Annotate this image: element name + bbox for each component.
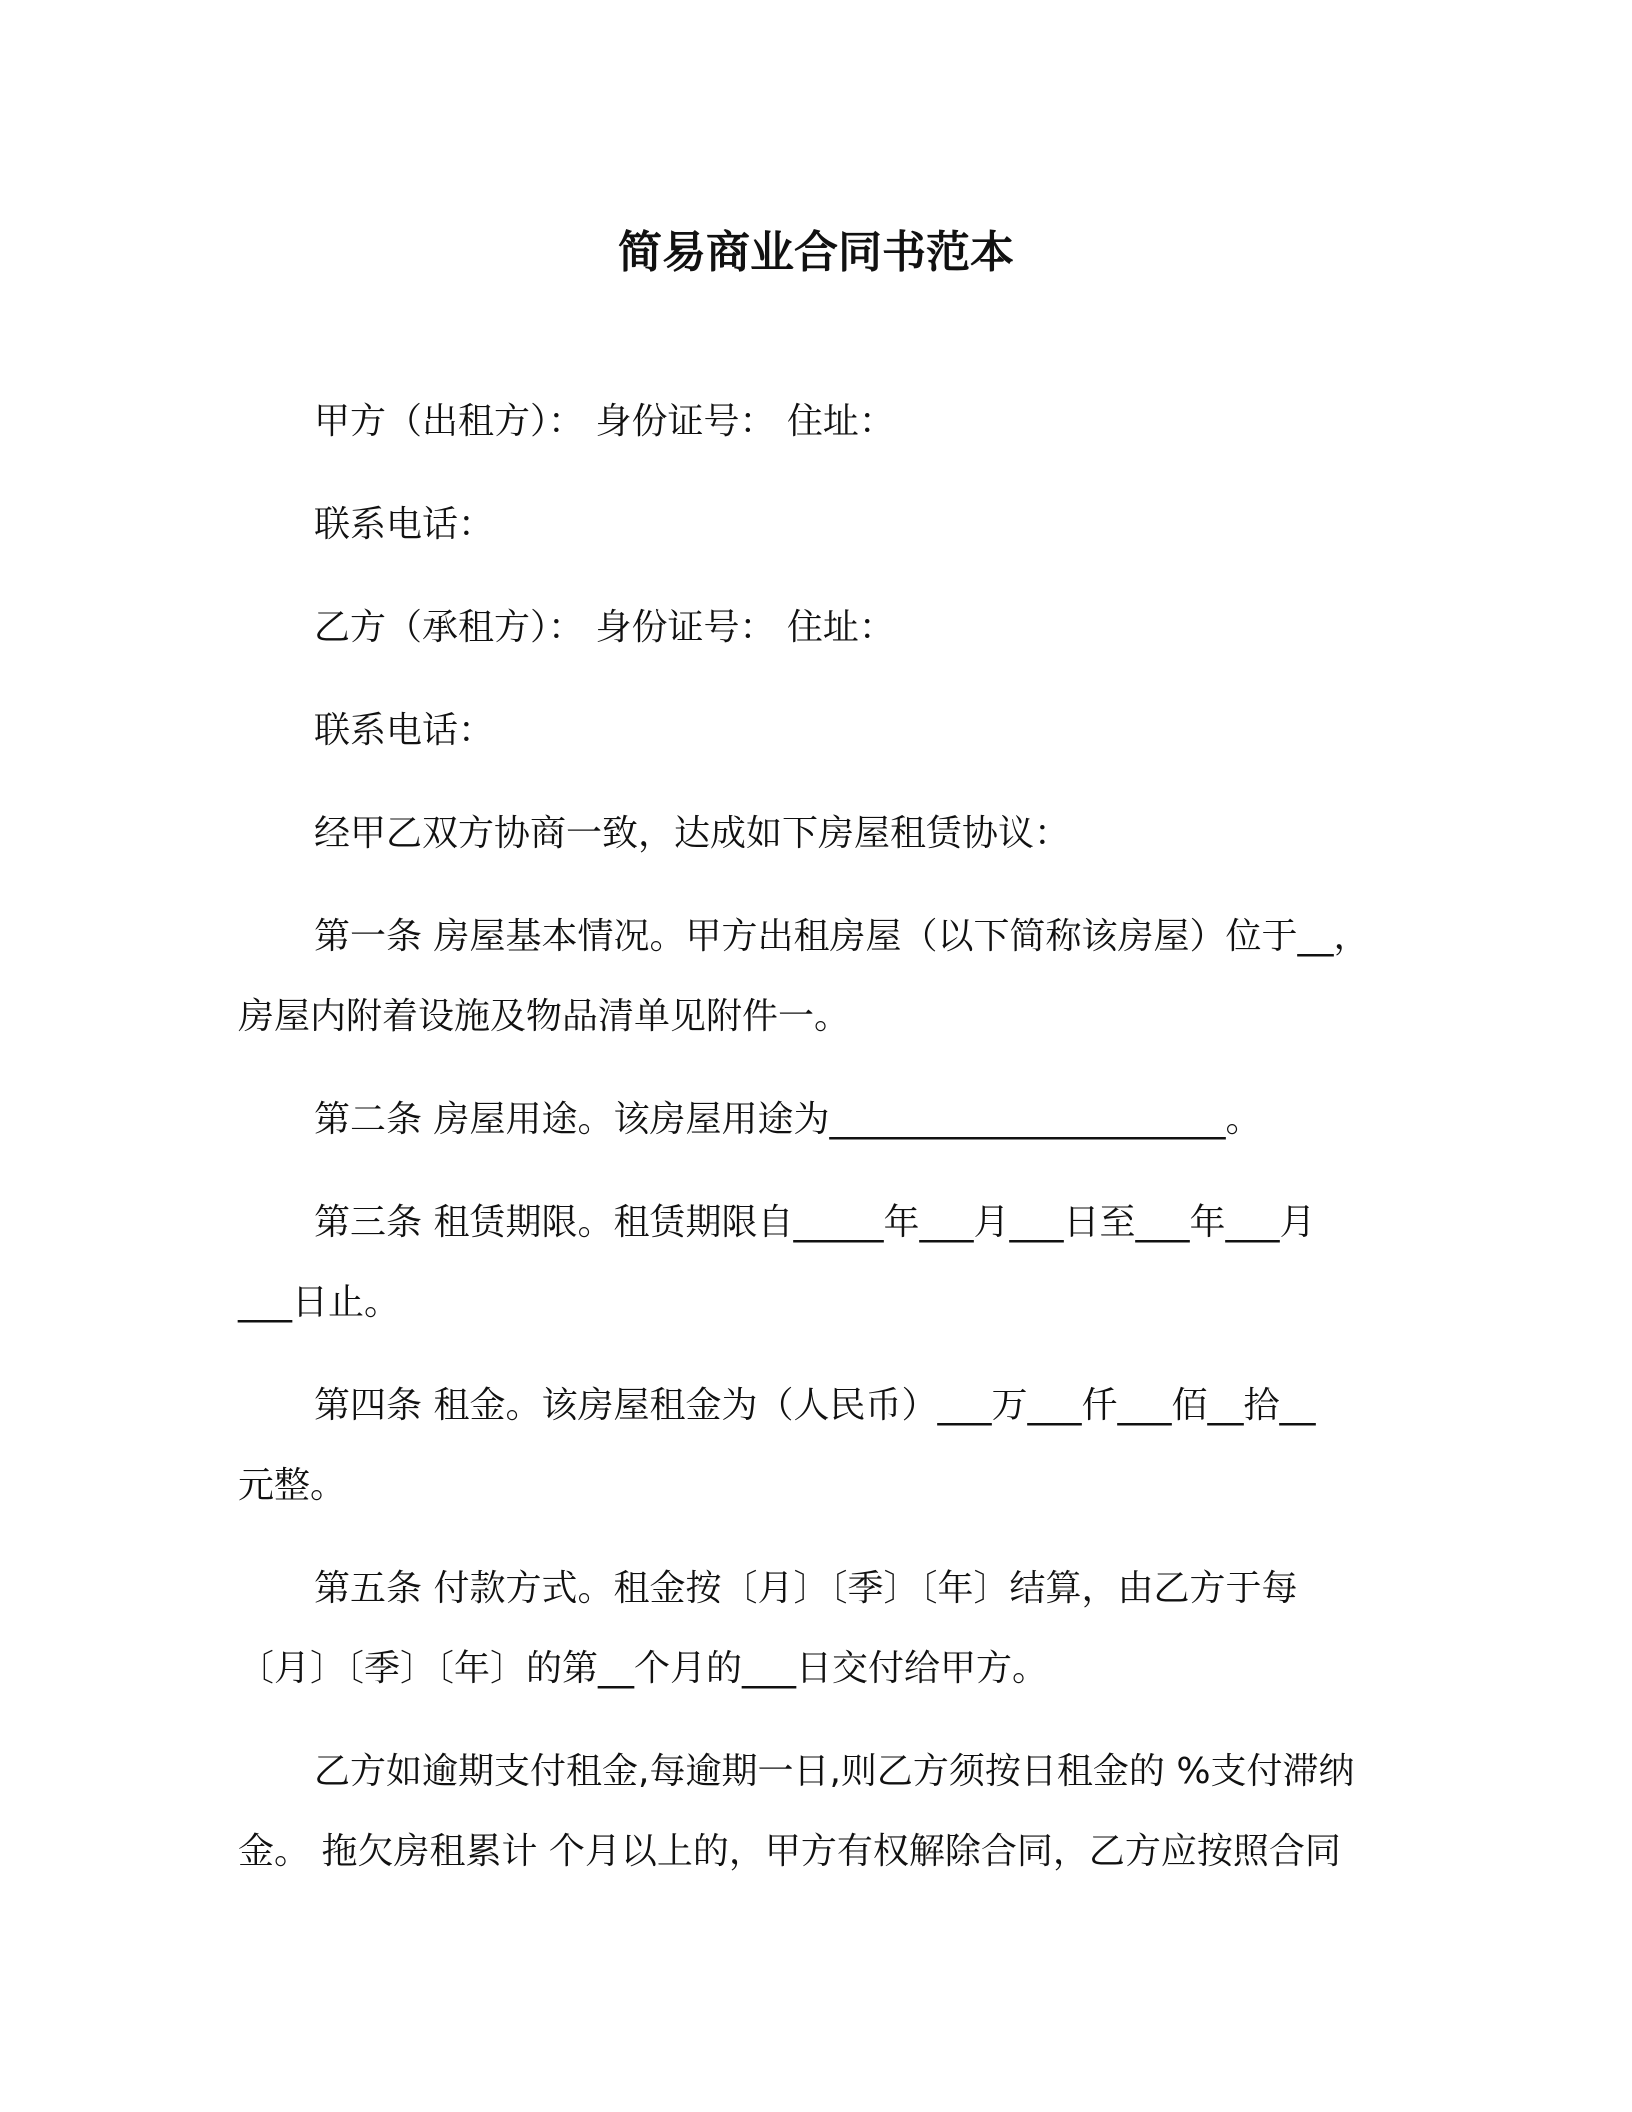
agreement-intro-line: 经甲乙双方协商一致，达成如下房屋租赁协议：: [314, 813, 1071, 854]
party-b-line: 乙方（承租方）： 身份证号： 住址：: [314, 607, 895, 648]
article-1-line-1: 第一条 房屋基本情况。甲方出租房屋（以下简称该房屋）位于__，: [314, 916, 1370, 957]
late-payment-line-1: 乙方如逾期支付租金,每逾期一日,则乙方须按日租金的 %支付滞纳: [314, 1751, 1355, 1792]
article-2-line: 第二条 房屋用途。该房屋用途为______________________。: [314, 1099, 1262, 1140]
party-a-line: 甲方（出租方）： 身份证号： 住址：: [314, 401, 895, 442]
party-a-phone-line: 联系电话：: [314, 504, 495, 545]
party-b-phone-line: 联系电话：: [314, 710, 495, 751]
article-3-line-2: ___日止。: [238, 1282, 401, 1323]
article-5-line-2: 〔月〕〔季〕〔年〕的第__个月的___日交付给甲方。: [238, 1648, 1049, 1689]
article-3-line-1: 第三条 租赁期限。租赁期限自_____年___月___日至___年___月: [314, 1202, 1316, 1243]
document-title: 简易商业合同书范本: [618, 227, 1014, 278]
article-1-line-2: 房屋内附着设施及物品清单见附件一。: [238, 996, 851, 1037]
article-4-line-1: 第四条 租金。该房屋租金为（人民币）___万___仟___佰__拾__: [314, 1385, 1316, 1426]
article-4-line-2: 元整。: [238, 1465, 347, 1506]
late-payment-line-2: 金。 拖欠房租累计 个月以上的，甲方有权解除合同，乙方应按照合同: [238, 1831, 1341, 1872]
article-5-line-1: 第五条 付款方式。租金按〔月〕〔季〕〔年〕结算，由乙方于每: [314, 1568, 1298, 1609]
